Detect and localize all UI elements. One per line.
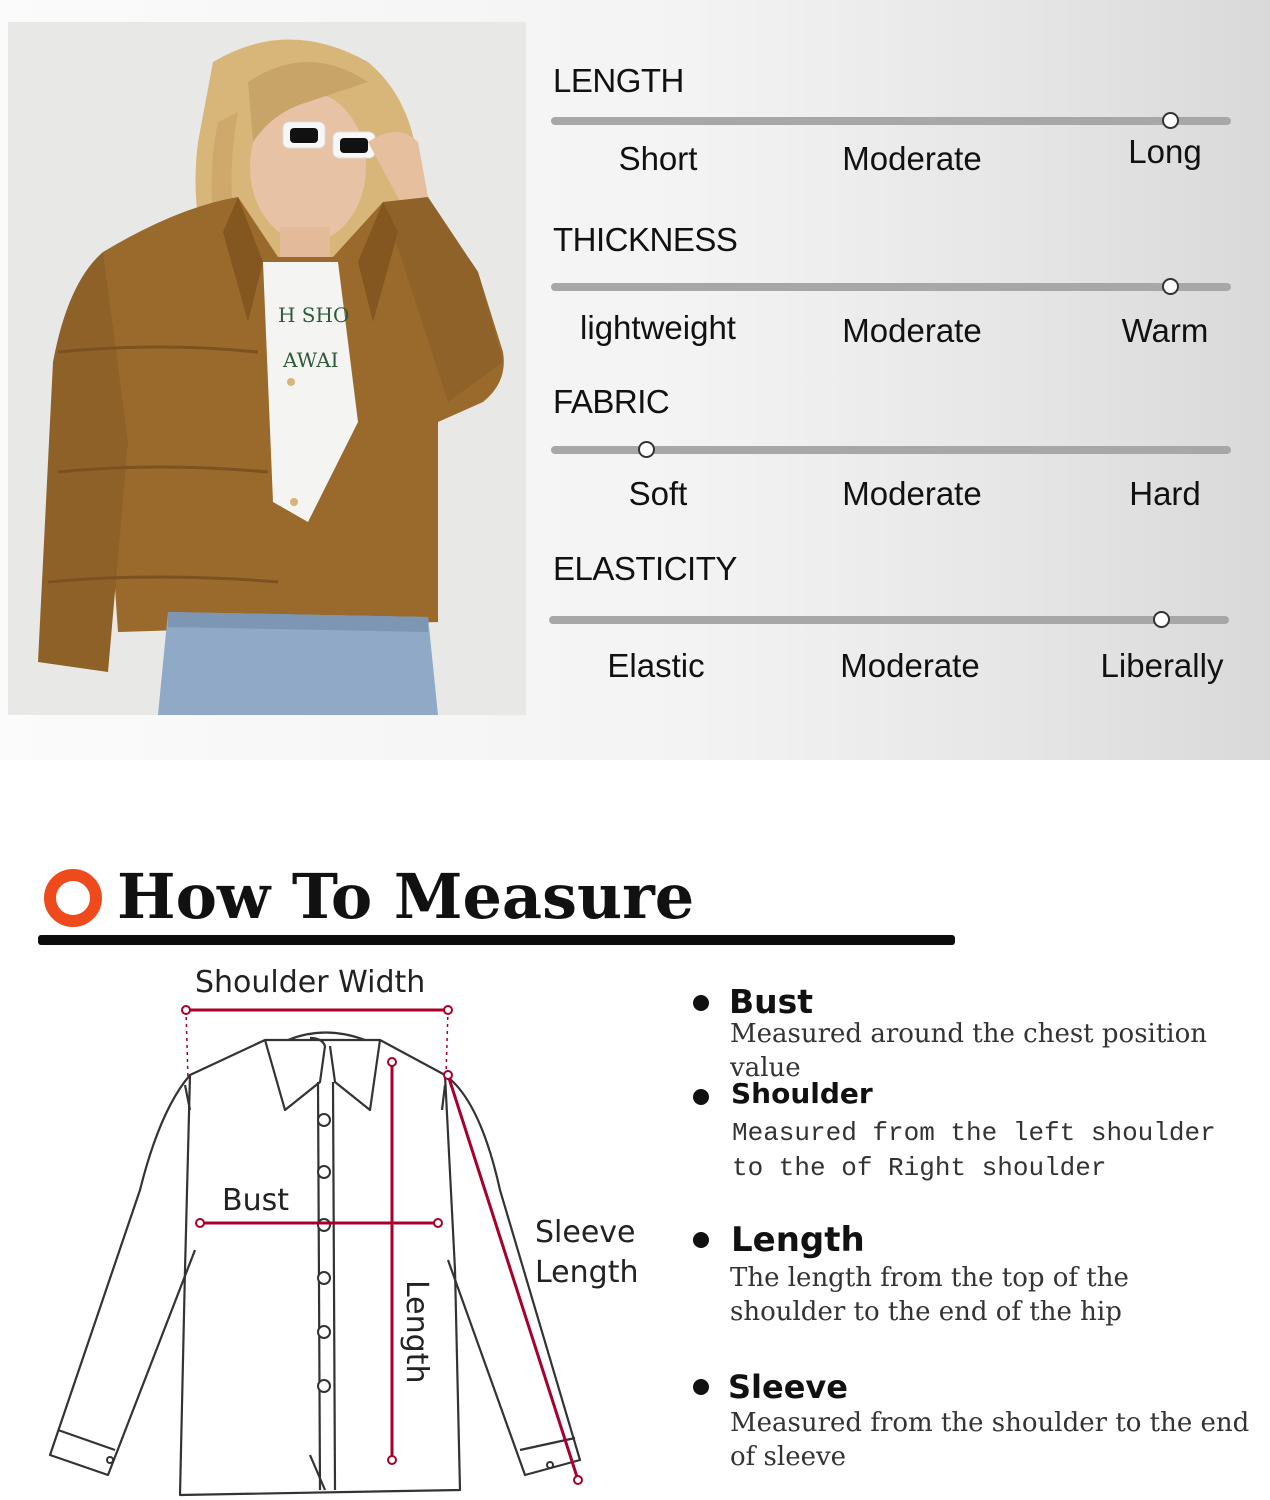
- bust-description: Measured around the chest position value: [730, 1019, 1208, 1083]
- length-title: Length: [731, 1220, 865, 1260]
- shoulder-width-tick-left: [186, 1010, 188, 1080]
- thickness-option-warm: Warm: [1121, 312, 1209, 349]
- attribute-label-elasticity: ELASTICITY: [553, 550, 737, 587]
- bust-title: Bust: [729, 982, 814, 1021]
- measurement-guides: [182, 1006, 582, 1484]
- bullet-icon: [693, 995, 709, 1011]
- svg-text:AWAI: AWAI: [283, 348, 339, 372]
- svg-text:H SHO: H SHO: [278, 303, 350, 327]
- sleeve-title: Sleeve: [728, 1368, 848, 1406]
- length-option-moderate: Moderate: [842, 140, 982, 177]
- product-photo: [8, 22, 526, 715]
- sleeve-description: Measured from the shoulder to the end of sleeve: [730, 1408, 1250, 1472]
- shoulder-width-label: Shoulder Width: [195, 965, 426, 1000]
- elasticity-option-liberally: Liberally: [1100, 647, 1224, 684]
- shoulder-width-tick-right: [446, 1010, 448, 1075]
- sleeve-length-label: Length: [535, 1255, 639, 1290]
- fabric-scale-track: [551, 446, 1231, 454]
- thickness-scale-marker: [1162, 278, 1179, 295]
- jacket-measurement-diagram: [30, 950, 670, 1500]
- fabric-option-hard: Hard: [1129, 475, 1201, 512]
- elasticity-scale-marker: [1153, 611, 1170, 628]
- length-scale-track: [551, 117, 1231, 125]
- ring-icon: [44, 869, 102, 927]
- thickness-scale-track: [551, 283, 1231, 291]
- jacket-buttons: [107, 1114, 553, 1468]
- fabric-option-moderate: Moderate: [842, 475, 982, 512]
- attribute-label-fabric: FABRIC: [553, 383, 670, 420]
- bullet-icon: [693, 1232, 709, 1248]
- bust-label: Bust: [222, 1183, 289, 1218]
- model-in-jacket-illustration: [8, 22, 526, 715]
- jacket-outline: [50, 1033, 580, 1496]
- elasticity-option-elastic: Elastic: [607, 647, 705, 684]
- thickness-option-lightweight: lightweight: [580, 309, 736, 346]
- shoulder-title: Shoulder: [731, 1077, 873, 1110]
- fabric-option-soft: Soft: [628, 475, 688, 512]
- attribute-label-length: LENGTH: [553, 62, 684, 99]
- measure-title: How To Measure: [117, 860, 695, 933]
- elasticity-scale-track: [549, 616, 1229, 624]
- thickness-option-moderate: Moderate: [842, 312, 982, 349]
- shoulder-description: Measured from the left shoulder to the of Right shoulder: [732, 1118, 1216, 1184]
- length-option-short: Short: [618, 140, 698, 177]
- bullet-icon: [693, 1089, 709, 1105]
- attribute-label-thickness: THICKNESS: [553, 221, 738, 258]
- elasticity-option-moderate: Moderate: [840, 647, 980, 684]
- length-label: Length: [399, 1280, 434, 1384]
- length-scale-marker: [1162, 112, 1179, 129]
- title-divider: [38, 935, 955, 945]
- sleeve-label: Sleeve: [535, 1215, 636, 1250]
- bullet-icon: [693, 1379, 709, 1395]
- length-option-long: Long: [1128, 133, 1202, 170]
- length-description: The length from the top of the shoulder to the end of the hip: [730, 1263, 1129, 1327]
